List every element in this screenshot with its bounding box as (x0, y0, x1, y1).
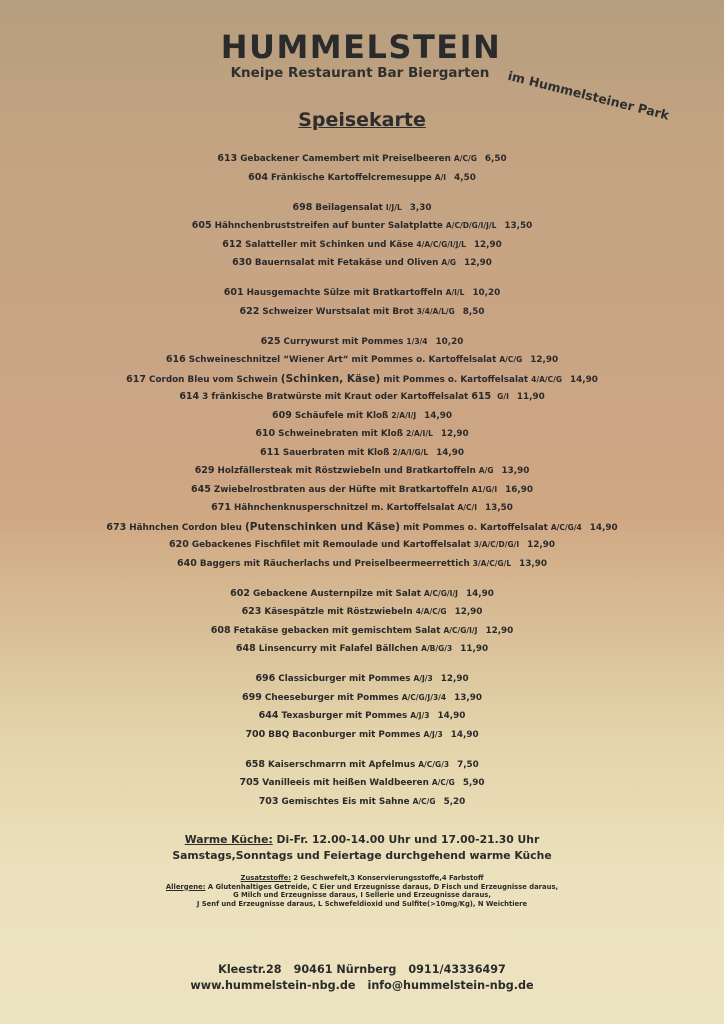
item-number: 699 (242, 691, 262, 703)
item-name: Beilagensalat (315, 202, 383, 213)
menu-item (0, 199, 724, 218)
item-price: 14,90 (436, 447, 464, 458)
item-allergens: 2/A/I/L (406, 429, 433, 438)
item-number: 658 (245, 758, 266, 770)
allergen-notes (0, 874, 724, 908)
item-price: 11,90 (516, 392, 545, 402)
item-number: 703 (258, 795, 279, 807)
item-allergens: 1/3/4 (406, 336, 428, 346)
address-city: 90461 Nürnberg (293, 963, 397, 976)
menu-item (0, 518, 724, 537)
item-price: 5,90 (462, 778, 485, 788)
item-name: Bauernsalat mit Fetakäse und Oliven (254, 258, 439, 268)
item-allergens: 3/A/C/D/G/I (473, 540, 520, 549)
item-number: 648 (235, 643, 256, 654)
menu-item (0, 284, 724, 303)
item-allergens: A/C/G (499, 355, 523, 364)
item-name: Currywurst mit Pommes (283, 336, 404, 347)
item-number: 611 (260, 446, 280, 458)
item-price: 12,90 (464, 258, 492, 268)
item-number: 616 (165, 354, 186, 365)
item-price: 14,90 (437, 711, 466, 721)
item-allergens: A/C/G/J/3/4 (401, 692, 447, 702)
item-price: 7,50 (457, 759, 479, 770)
item-allergens: 4/A/C/G/I/J/L (416, 239, 466, 249)
menu-item (0, 169, 724, 188)
item-number: 625 (260, 335, 281, 347)
item-price: 12,90 (473, 239, 502, 250)
menu-item (0, 756, 724, 775)
menu-item (0, 217, 724, 236)
item-price: 4,50 (454, 172, 476, 183)
item-number: 630 (232, 257, 252, 268)
menu-item (0, 622, 724, 641)
menu-item (0, 407, 724, 426)
menu-item (0, 481, 724, 500)
restaurant-subtitle: Kneipe Restaurant Bar Biergarten (230, 65, 490, 81)
menu-item (0, 254, 724, 273)
item-price: 13,50 (504, 221, 533, 231)
menu-item (0, 774, 724, 793)
menu-item (0, 425, 724, 444)
item-name: Cheeseburger mit Pommes (264, 692, 399, 703)
item-number: 705 (239, 777, 260, 788)
menu-item (0, 370, 724, 389)
item-allergens: A/C/G/3 (418, 759, 450, 769)
menu-item (0, 689, 724, 708)
item-price: 12,90 (485, 625, 514, 636)
kitchen-hours-label: Warme Küche: (184, 833, 273, 846)
item-name: Schäufele mit Kloß (294, 410, 389, 421)
item-name: Gemischtes Eis mit Sahne (281, 796, 410, 807)
item-name: Gebackener Camembert mit Preiselbeeren (240, 154, 451, 164)
item-number: 644 (258, 710, 279, 721)
item-name: Holzfällersteak mit Röstzwiebeln und Bratkartoffeln (217, 466, 476, 476)
additives-text: 2 Geschwefelt,3 Konservierungsstoffe,4 Farbstoff (293, 874, 484, 882)
item-number: 608 (210, 624, 231, 636)
item-price: 12,90 (527, 540, 555, 550)
menu-heading: Speisekarte (298, 109, 426, 131)
item-number: 620 (169, 539, 189, 550)
item-name: Gebackenes Fischfilet mit Remoulade und Kartoffelsalat (191, 540, 471, 550)
menu-item (0, 726, 724, 745)
item-name: Classicburger mit Pommes (278, 674, 411, 684)
item-allergens: A/C/I (457, 503, 478, 512)
item-name: Schweinebraten mit Kloß (278, 429, 404, 439)
item-allergens: A/B/G/3 (421, 644, 453, 653)
item-price: 13,50 (485, 503, 513, 513)
item-name: Schweizer Wurstsalat mit Brot (262, 306, 414, 317)
item-price: 13,90 (519, 558, 547, 569)
item-detail: (Putenschinken und Käse) (244, 520, 401, 533)
item-name: Texasburger mit Pommes (281, 711, 408, 721)
menu-item (0, 351, 724, 370)
allergens-line-2: G Milch und Erzeugnisse daraus, I Sellerie und Erzeugnisse daraus, (233, 891, 491, 899)
item-name: Vanilleeis mit heißen Waldbeeren (262, 778, 429, 788)
item-allergens: G/I (497, 392, 509, 401)
item-number: 614 (179, 391, 200, 402)
item-price: 14,90 (570, 374, 598, 385)
item-number: 673 (106, 521, 127, 533)
item-name: Salatteller mit Schinken und Käse (245, 239, 414, 250)
item-number: 602 (230, 587, 251, 599)
item-number: 622 (239, 305, 260, 317)
menu-item (0, 499, 724, 518)
allergens-label: Allergene: (165, 882, 206, 891)
item-number: 700 (245, 728, 266, 740)
item-allergens: A/C/G (412, 796, 436, 806)
item-allergens: 4/A/C/G (531, 374, 563, 384)
menu-item (0, 462, 724, 481)
menu-item (0, 444, 724, 463)
item-name: Gebackene Austernpilze mit Salat (253, 588, 421, 599)
item-price: 14,90 (465, 588, 494, 599)
item-price: 11,90 (460, 644, 489, 654)
item-number-alt: 615 (471, 391, 492, 402)
item-number: 645 (190, 483, 211, 495)
item-name-continued: mit Pommes o. Kartoffelsalat (383, 374, 529, 385)
item-allergens: A/C/G/I/J (443, 625, 478, 635)
website-link[interactable]: www.hummelstein-nbg.de (190, 979, 356, 992)
item-name: Fetakäse gebacken mit gemischtem Salat (233, 625, 441, 636)
item-number: 609 (271, 409, 292, 421)
item-number: 696 (255, 673, 276, 684)
item-allergens: A/J/3 (423, 729, 443, 739)
item-price: 13,90 (454, 692, 482, 703)
item-allergens: A/C/G (453, 154, 477, 163)
item-number: 623 (241, 606, 262, 617)
item-number: 613 (217, 153, 238, 164)
item-allergens: I/J/L (385, 202, 402, 212)
menu-item (0, 670, 724, 689)
item-allergens: A1/G/I (471, 484, 498, 494)
menu-item (0, 333, 724, 352)
menu-item (0, 388, 724, 407)
item-price: 10,20 (435, 336, 464, 347)
item-price: 12,90 (440, 674, 469, 684)
item-price: 6,50 (484, 154, 507, 164)
item-number: 617 (126, 373, 146, 385)
menu-item (0, 150, 724, 169)
item-price: 16,90 (505, 484, 533, 495)
item-name: Hähnchenbruststreifen auf bunter Salatplatte (214, 221, 443, 231)
item-number: 612 (222, 238, 243, 250)
kitchen-hours (0, 832, 724, 864)
item-name: Linsencurry mit Falafel Bällchen (258, 644, 419, 654)
item-number: 601 (223, 287, 244, 298)
location-tagline: im Hummelsteiner Park (506, 68, 671, 123)
item-allergens: A/C/G/I/J (423, 588, 458, 598)
item-allergens: A/G (441, 258, 457, 267)
item-name: 3 fränkische Bratwürste mit Kraut oder Kartoffelsalat (202, 392, 469, 402)
item-number: 605 (191, 220, 212, 231)
menu-item (0, 585, 724, 604)
item-number: 698 (292, 201, 313, 213)
allergens-line-1: A Glutenhaltiges Getreide, C Eier und Erzeugnisse daraus, D Fisch und Erzeugnisse daraus, (207, 882, 559, 891)
item-price: 10,20 (472, 288, 501, 298)
menu-item (0, 707, 724, 726)
item-name: Baggers mit Räucherlachs und Preiselbeermeerrettich (199, 558, 470, 569)
menu-item (0, 555, 724, 574)
item-number: 610 (255, 428, 276, 439)
item-price: 12,90 (530, 355, 559, 365)
item-price: 8,50 (462, 306, 485, 317)
item-allergens: A/J/3 (413, 674, 433, 683)
item-allergens: A/C/G (431, 778, 455, 787)
item-allergens: A/C/D/G/I/J/L (445, 221, 497, 230)
item-number: 629 (194, 465, 215, 476)
item-price: 14,90 (450, 729, 479, 740)
item-allergens: 2/A/I/J (391, 410, 417, 420)
item-allergens: A/G (478, 466, 494, 475)
item-name: Cordon Bleu vom Schwein (149, 374, 278, 385)
item-price: 5,20 (443, 796, 466, 807)
item-name-continued: mit Pommes o. Kartoffelsalat (403, 522, 548, 533)
item-name: Hähnchen Cordon bleu (129, 522, 242, 533)
item-price: 12,90 (454, 607, 483, 617)
item-allergens: A/C/G/4 (550, 522, 582, 532)
item-price: 14,90 (424, 410, 452, 421)
allergens-line-3: J Senf und Erzeugnisse daraus, L Schwefeldioxid und Sulfite(>10mg/Kg), N Weichtiere (196, 899, 528, 908)
additives-label: Zusatzstoffe: (240, 874, 291, 882)
item-name: Fränkische Kartoffelcremesuppe (271, 172, 432, 183)
item-allergens: A/I/L (445, 288, 465, 297)
menu-item (0, 793, 724, 812)
item-number: 604 (248, 171, 269, 183)
kitchen-hours-weekend: Samstags,Sonntags und Feiertage durchgehend warme Küche (172, 849, 552, 862)
item-name: Zwiebelrostbraten aus der Hüfte mit Bratkartoffeln (213, 484, 469, 495)
item-price: 14,90 (589, 522, 618, 533)
item-number: 671 (211, 502, 231, 513)
item-price: 12,90 (440, 429, 469, 439)
item-name: BBQ Baconburger mit Pommes (268, 729, 421, 740)
menu-item (0, 236, 724, 255)
menu-item (0, 536, 724, 555)
item-name: Sauerbraten mit Kloß (282, 447, 390, 458)
item-allergens: 3/4/A/L/G (416, 306, 455, 316)
item-name: Schweineschnitzel “Wiener Art“ mit Pommes o. Kartoffelsalat (188, 355, 497, 365)
kitchen-hours-weekday: Di-Fr. 12.00-14.00 Uhr und 17.00-21.30 Uhr (276, 833, 540, 846)
item-price: 13,90 (501, 466, 530, 476)
item-allergens: 3/A/C/G/L (472, 558, 512, 568)
email-link[interactable]: info@hummelstein-nbg.de (367, 979, 534, 992)
item-name: Hähnchenknusperschnitzel m. Kartoffelsalat (233, 503, 455, 513)
item-allergens: 4/A/C/G (415, 607, 447, 616)
item-allergens: A/I (434, 172, 447, 182)
menu-list (0, 150, 724, 811)
item-name: Kaiserschmarrn mit Apfelmus (268, 759, 416, 770)
brand-header (0, 30, 724, 81)
item-number: 640 (177, 557, 197, 569)
item-name: Hausgemachte Sülze mit Bratkartoffeln (246, 288, 443, 298)
item-allergens: A/J/3 (410, 711, 430, 720)
item-price: 3,30 (409, 202, 432, 213)
address-street: Kleestr.28 (218, 963, 282, 976)
menu-item (0, 303, 724, 322)
phone-number: 0911/43336497 (408, 963, 506, 976)
contact-footer (0, 962, 724, 994)
menu-item (0, 603, 724, 622)
menu-item (0, 640, 724, 659)
item-name: Käsespätzle mit Röstzwiebeln (264, 607, 413, 617)
item-allergens: 2/A/I/G/L (392, 447, 429, 457)
item-detail: (Schinken, Käse) (280, 372, 381, 385)
restaurant-name: HUMMELSTEIN (220, 28, 502, 66)
